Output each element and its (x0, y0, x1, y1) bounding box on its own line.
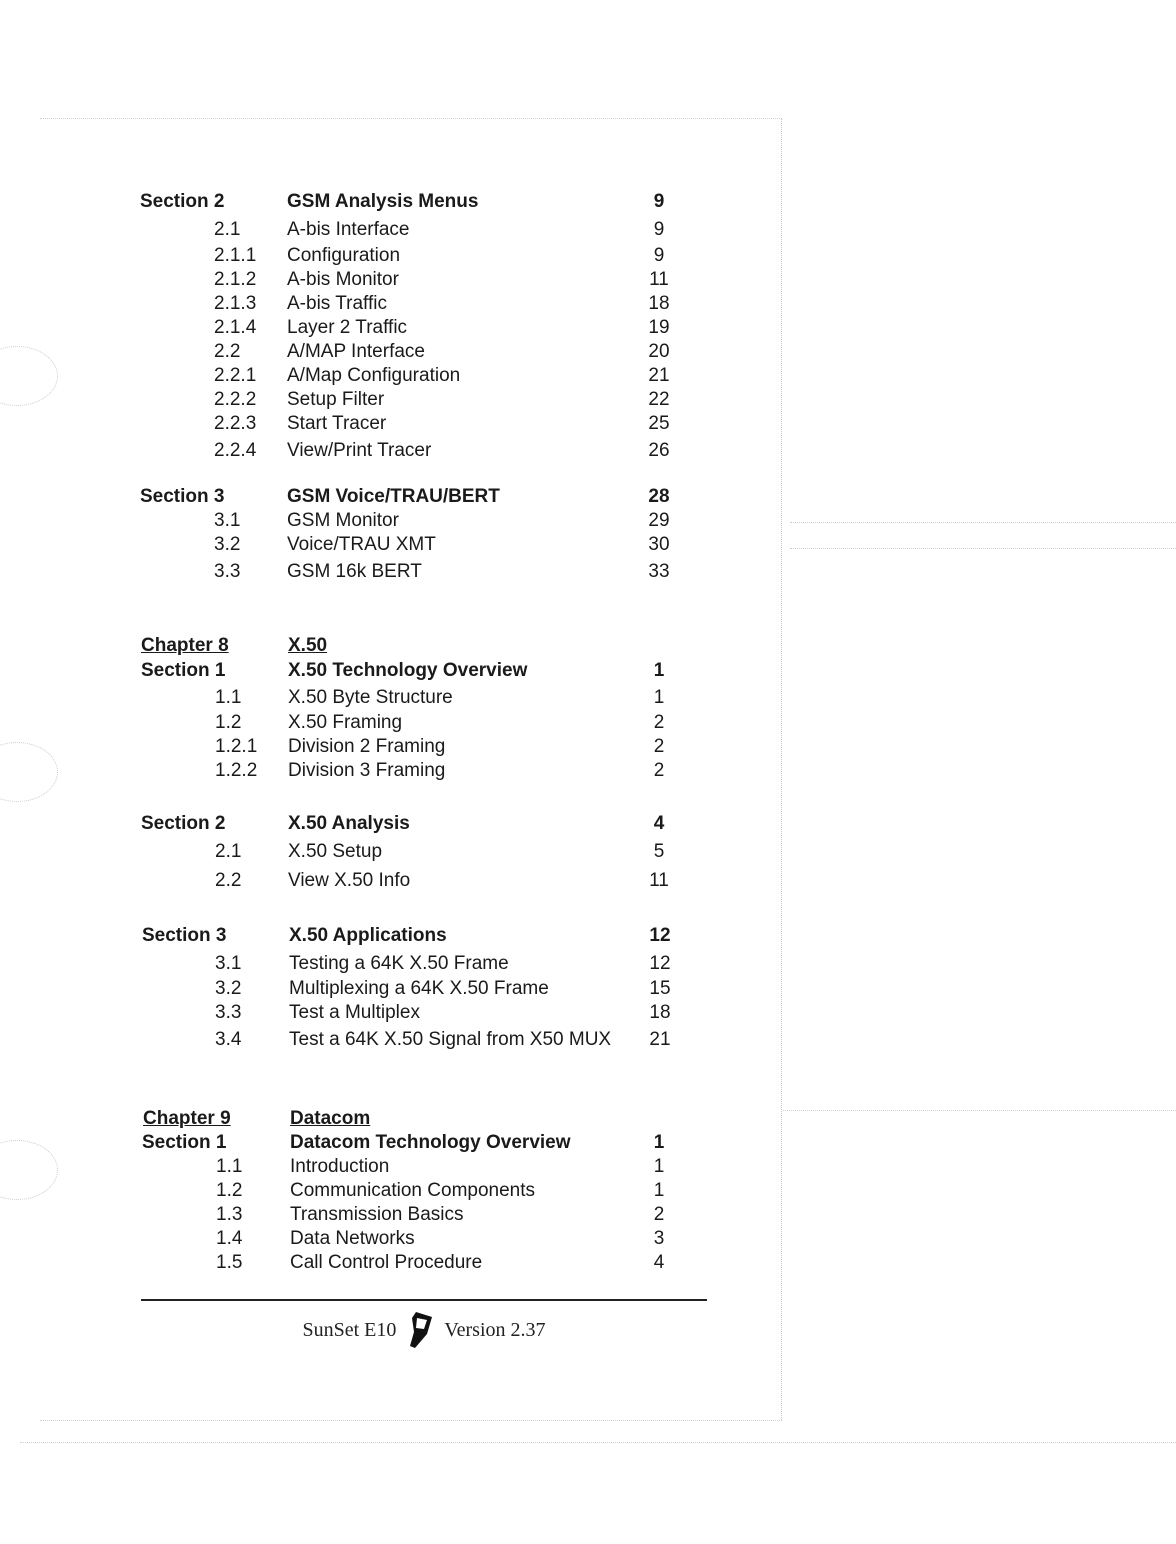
toc-entry-row[interactable] (0, 735, 800, 759)
toc-title: View/Print Tracer (287, 440, 432, 461)
toc-entry-row[interactable] (0, 412, 800, 436)
toc-entry-row[interactable] (0, 1179, 800, 1203)
toc-page-number: 18 (649, 1002, 671, 1023)
toc-entry-row[interactable] (0, 388, 800, 412)
toc-section-row[interactable] (0, 190, 800, 214)
scan-artifact-line (783, 1110, 1176, 1111)
toc-page-number: 11 (649, 269, 669, 290)
toc-number: Chapter 8 (141, 635, 229, 656)
toc-number: 2.1.4 (214, 317, 257, 338)
toc-chapter-row[interactable] (0, 1107, 800, 1131)
toc-number: 1.5 (216, 1252, 243, 1273)
toc-section-row[interactable] (0, 812, 800, 836)
footer-rule (141, 1299, 707, 1301)
footer-version: Version 2.37 (444, 1319, 546, 1341)
toc-page-number: 12 (649, 953, 671, 974)
toc-title: Layer 2 Traffic (287, 317, 408, 338)
toc-number: 2.1 (214, 219, 241, 240)
toc-entry-row[interactable] (0, 1001, 800, 1025)
toc-title: GSM Analysis Menus (287, 191, 479, 212)
toc-section-row[interactable] (0, 485, 800, 509)
toc-entry-row[interactable] (0, 218, 800, 242)
toc-title: Data Networks (290, 1228, 415, 1249)
toc-title: Datacom (290, 1108, 371, 1129)
toc-number: 2.2.2 (214, 389, 257, 410)
toc-entry-row[interactable] (0, 952, 800, 976)
toc-page-number: 26 (648, 440, 670, 461)
toc-number: 2.1.2 (214, 269, 257, 290)
toc-page-number: 19 (648, 317, 670, 338)
scan-artifact-line (790, 548, 1176, 549)
toc-number: 1.2.2 (215, 760, 258, 781)
toc-page-number: 29 (648, 510, 670, 531)
toc-page-number: 21 (648, 365, 670, 386)
toc-entry-row[interactable] (0, 533, 800, 557)
toc-page-number: 1 (653, 687, 665, 708)
toc-entry-row[interactable] (0, 686, 800, 710)
toc-page-number: 18 (648, 293, 670, 314)
toc-entry-row[interactable] (0, 1227, 800, 1251)
toc-title: A-bis Monitor (287, 269, 399, 290)
toc-entry-row[interactable] (0, 340, 800, 364)
toc-page-number: 3 (653, 1228, 665, 1249)
toc-number: 2.2.4 (214, 440, 257, 461)
toc-title: Transmission Basics (290, 1204, 464, 1225)
toc-title: A-bis Traffic (287, 293, 387, 314)
toc-page-number: 2 (653, 1204, 665, 1225)
toc-entry-row[interactable] (0, 1155, 800, 1179)
footer-product: SunSet E10 (302, 1319, 397, 1341)
toc-entry-row[interactable] (0, 244, 800, 268)
toc-number: 2.1.1 (214, 245, 257, 266)
toc-number: 1.2 (216, 1180, 243, 1201)
toc-page-number: 2 (653, 712, 665, 733)
toc-entry-row[interactable] (0, 1028, 800, 1052)
toc-title: Testing a 64K X.50 Frame (289, 953, 509, 974)
toc-title: A/MAP Interface (287, 341, 425, 362)
toc-page-number: 2 (653, 760, 665, 781)
page-footer (141, 1310, 707, 1340)
toc-page-number: 5 (653, 841, 665, 862)
toc-number: Section 3 (142, 925, 227, 946)
toc-title: Division 3 Framing (288, 760, 446, 781)
toc-page-number: 21 (649, 1029, 671, 1050)
toc-page-number: 4 (653, 813, 665, 834)
toc-number: 3.3 (215, 1002, 242, 1023)
toc-title: Voice/TRAU XMT (287, 534, 436, 555)
toc-page-number: 9 (653, 191, 665, 212)
toc-title: A-bis Interface (287, 219, 410, 240)
toc-number: Section 2 (140, 191, 225, 212)
toc-number: 1.1 (216, 1156, 243, 1177)
toc-title: X.50 Framing (288, 712, 403, 733)
toc-page-number: 9 (653, 245, 665, 266)
toc-page-number: 1 (653, 660, 665, 681)
page-edge-top (40, 118, 782, 119)
toc-entry-row[interactable] (0, 268, 800, 292)
sunset-handset-logo-icon (407, 1310, 433, 1350)
toc-number: 3.3 (214, 561, 241, 582)
toc-title: X.50 Byte Structure (288, 687, 453, 708)
toc-section-row[interactable] (0, 1131, 800, 1155)
toc-entry-row[interactable] (0, 292, 800, 316)
toc-page-number: 25 (648, 413, 670, 434)
toc-page-number: 20 (648, 341, 670, 362)
toc-page-number: 30 (648, 534, 670, 555)
toc-title: Division 2 Framing (288, 736, 446, 757)
toc-title: X.50 Setup (288, 841, 383, 862)
toc-title: Datacom Technology Overview (290, 1132, 571, 1153)
toc-title: A/Map Configuration (287, 365, 461, 386)
toc-entry-row[interactable] (0, 1203, 800, 1227)
toc-number: 3.1 (215, 953, 242, 974)
toc-title: X.50 Applications (289, 925, 447, 946)
toc-page-number: 2 (653, 736, 665, 757)
toc-title: Setup Filter (287, 389, 385, 410)
toc-number: Section 1 (142, 1132, 227, 1153)
toc-section-row[interactable] (0, 924, 800, 948)
toc-title: GSM 16k BERT (287, 561, 422, 582)
toc-entry-row[interactable] (0, 316, 800, 340)
toc-entry-row[interactable] (0, 869, 800, 893)
toc-title: Communication Components (290, 1180, 536, 1201)
toc-number: 1.3 (216, 1204, 243, 1225)
toc-number: 2.2.1 (214, 365, 257, 386)
toc-title: X.50 Technology Overview (288, 660, 528, 681)
toc-page-number: 28 (648, 486, 670, 507)
toc-title: GSM Voice/TRAU/BERT (287, 486, 500, 507)
toc-entry-row[interactable] (0, 560, 800, 584)
toc-title: Test a Multiplex (289, 1002, 420, 1023)
toc-title: Start Tracer (287, 413, 387, 434)
toc-number: Chapter 9 (143, 1108, 231, 1129)
toc-number: 3.1 (214, 510, 241, 531)
toc-title: Test a 64K X.50 Signal from X50 MUX (289, 1029, 612, 1050)
toc-title: Call Control Procedure (290, 1252, 483, 1273)
toc-number: 2.1.3 (214, 293, 257, 314)
toc-number: 1.4 (216, 1228, 243, 1249)
toc-title: Introduction (290, 1156, 390, 1177)
toc-page-number: 1 (653, 1132, 665, 1153)
toc-title: X.50 (288, 635, 328, 656)
toc-number: 3.2 (214, 534, 241, 555)
toc-entry-row[interactable] (0, 439, 800, 463)
toc-number: 2.2 (214, 341, 241, 362)
toc-entry-row[interactable] (0, 509, 800, 533)
toc-number: 2.2 (215, 870, 242, 891)
toc-page-number: 15 (649, 978, 671, 999)
toc-entry-row[interactable] (0, 977, 800, 1001)
toc-page-number: 1 (653, 1180, 665, 1201)
toc-page-number: 4 (653, 1252, 665, 1273)
toc-number: 1.2 (215, 712, 242, 733)
toc-number: Section 3 (140, 486, 225, 507)
page-edge-bottom (40, 1420, 782, 1421)
toc-number: 2.2.3 (214, 413, 257, 434)
scan-artifact-line (790, 522, 1176, 523)
toc-number: Section 1 (141, 660, 226, 681)
toc-number: 1.1 (215, 687, 242, 708)
toc-title: X.50 Analysis (288, 813, 410, 834)
toc-number: Section 2 (141, 813, 226, 834)
toc-page-number: 11 (649, 870, 669, 891)
toc-page-number: 33 (648, 561, 670, 582)
toc-entry-row[interactable] (0, 1251, 800, 1275)
toc-title: Multiplexing a 64K X.50 Frame (289, 978, 549, 999)
scan-artifact-line (20, 1442, 1176, 1443)
toc-number: 3.4 (215, 1029, 242, 1050)
toc-section-row[interactable] (0, 659, 800, 683)
toc-entry-row[interactable] (0, 759, 800, 783)
toc-title: View X.50 Info (288, 870, 411, 891)
toc-entry-row[interactable] (0, 711, 800, 735)
toc-number: 2.1 (215, 841, 242, 862)
toc-title: GSM Monitor (287, 510, 399, 531)
toc-page-number: 1 (653, 1156, 665, 1177)
toc-chapter-row[interactable] (0, 634, 800, 658)
toc-entry-row[interactable] (0, 840, 800, 864)
toc-title: Configuration (287, 245, 401, 266)
toc-page-number: 9 (653, 219, 665, 240)
toc-number: 1.2.1 (215, 736, 258, 757)
toc-page-number: 22 (648, 389, 670, 410)
toc-entry-row[interactable] (0, 364, 800, 388)
toc-number: 3.2 (215, 978, 242, 999)
toc-page-number: 12 (649, 925, 671, 946)
